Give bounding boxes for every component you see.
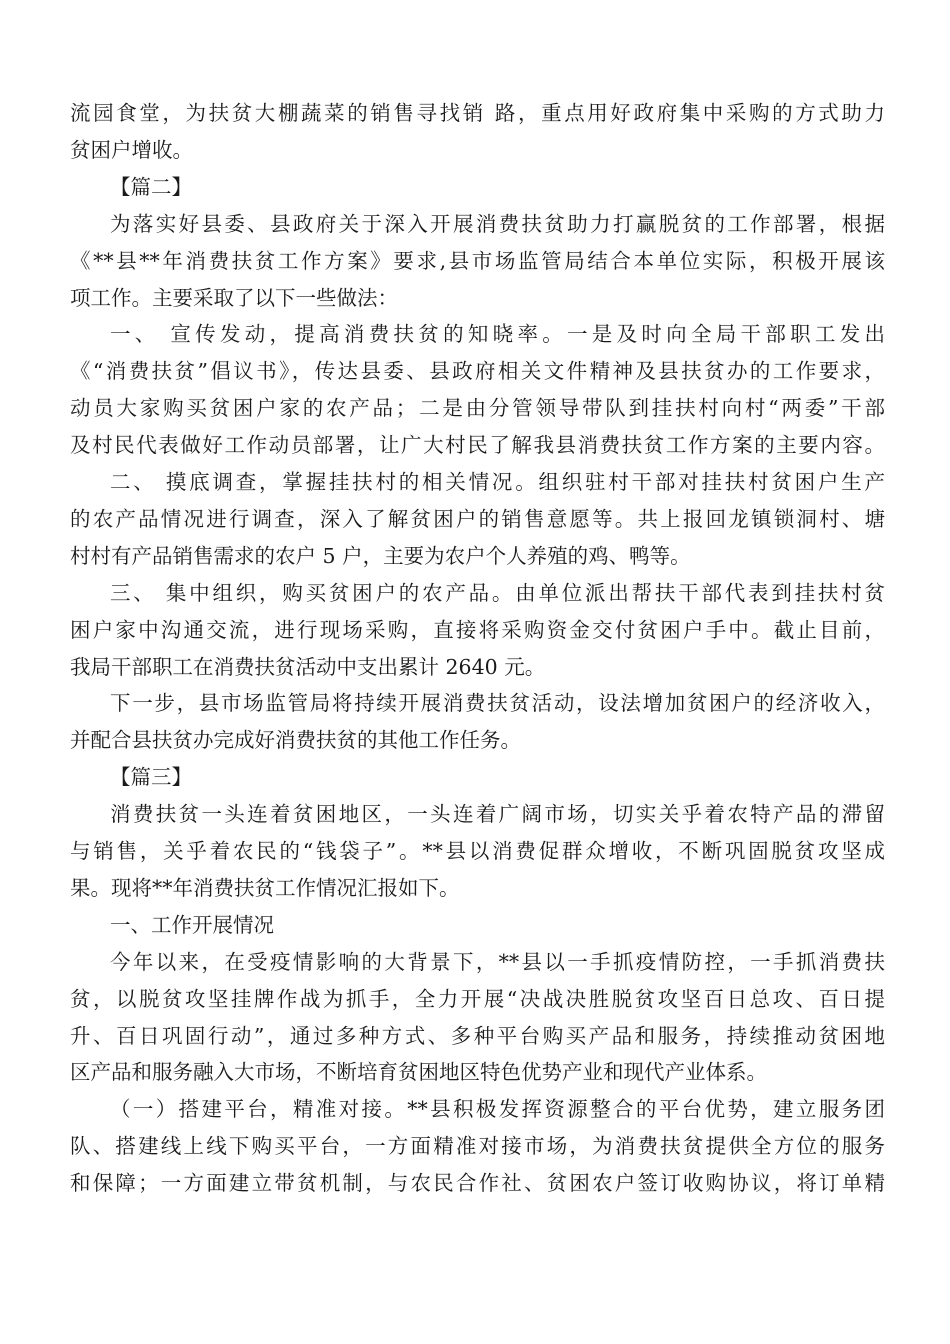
paragraph-line: 区产品和服务融入大市场，不断培育贫困地区特色优势产业和现代产业体系。 <box>70 1060 767 1085</box>
paragraph-line: 三、 集中组织，购买贫困户的农产品。由单位派出帮扶干部代表到挂扶村贫 <box>110 580 885 605</box>
paragraph-line: 的农产品情况进行调查，深入了解贫困户的销售意愿等。共上报回龙镇锁洞村、塘 <box>70 506 885 531</box>
paragraph-line: 村村有产品销售需求的农户 5 户，主要为农户个人养殖的鸡、鸭等。 <box>70 543 691 568</box>
paragraph-line: 一、工作开展情况 <box>110 912 274 937</box>
paragraph-line: 和保障；一方面建立带贫机制，与农民合作社、贫困农户签订收购协议，将订单精 <box>70 1171 885 1196</box>
paragraph-line: 动员大家购买贫困户家的农产品；二是由分管领导带队到挂扶村向村“两委”干部 <box>70 396 885 421</box>
paragraph-line: 为落实好县委、县政府关于深入开展消费扶贫助力打赢脱贫的工作部署，根据 <box>110 211 885 236</box>
paragraph-line: 一、 宣传发动，提高消费扶贫的知晓率。一是及时向全局干部职工发出 <box>110 322 885 347</box>
paragraph-line: （一）搭建平台，精准对接。**县积极发挥资源整合的平台优势，建立服务团 <box>110 1097 885 1122</box>
paragraph-line: 下一步，县市场监管局将持续开展消费扶贫活动，设法增加贫困户的经济收入， <box>110 691 885 716</box>
paragraph-line: 升、百日巩固行动”，通过多种方式、多种平台购买产品和服务，持续推动贫困地 <box>70 1023 885 1048</box>
paragraph-line: 贫困户增收。 <box>70 137 193 162</box>
paragraph-line: 项工作。主要采取了以下一些做法： <box>70 285 398 310</box>
paragraph-line: 【篇二】 <box>110 174 192 199</box>
paragraph-line: 果。现将**年消费扶贫工作情况汇报如下。 <box>70 875 460 900</box>
paragraph-line: 流园食堂，为扶贫大棚蔬菜的销售寻找销 路，重点用好政府集中采购的方式助力 <box>70 101 885 125</box>
paragraph-line: 二、 摸底调查，掌握挂扶村的相关情况。组织驻村干部对挂扶村贫困户生产 <box>110 470 885 494</box>
paragraph-line: 今年以来，在受疫情影响的大背景下，**县以一手抓疫情防控，一手抓消费扶 <box>110 949 885 974</box>
paragraph-line: 《**县**年消费扶贫工作方案》要求,县市场监管局结合本单位实际，积极开展该 <box>70 248 885 273</box>
paragraph-line: 与销售，关乎着农民的“钱袋子”。**县以消费促群众增收，不断巩固脱贫攻坚成 <box>70 839 885 863</box>
paragraph-line: 贫，以脱贫攻坚挂牌作战为抓手，全力开展“决战决胜脱贫攻坚百日总攻、百日提 <box>70 986 885 1011</box>
paragraph-line: 队、搭建线上线下购买平台，一方面精准对接市场，为消费扶贫提供全方位的服务 <box>70 1134 885 1159</box>
paragraph-line: 【篇三】 <box>110 765 192 790</box>
paragraph-line: 《“消费扶贫”倡议书》，传达县委、县政府相关文件精神及县扶贫办的工作要求， <box>70 359 885 384</box>
paragraph-line: 及村民代表做好工作动员部署，让广大村民了解我县消费扶贫工作方案的主要内容。 <box>70 433 885 458</box>
paragraph-line: 我局干部职工在消费扶贫活动中支出累计 2640 元。 <box>70 654 546 679</box>
paragraph-line: 并配合县扶贫办完成好消费扶贫的其他工作任务。 <box>70 728 521 753</box>
paragraph-line: 消费扶贫一头连着贫困地区，一头连着广阔市场，切实关乎着农特产品的滞留 <box>110 802 885 827</box>
paragraph-line: 困户家中沟通交流，进行现场采购，直接将采购资金交付贫困户手中。截止目前， <box>70 617 885 642</box>
